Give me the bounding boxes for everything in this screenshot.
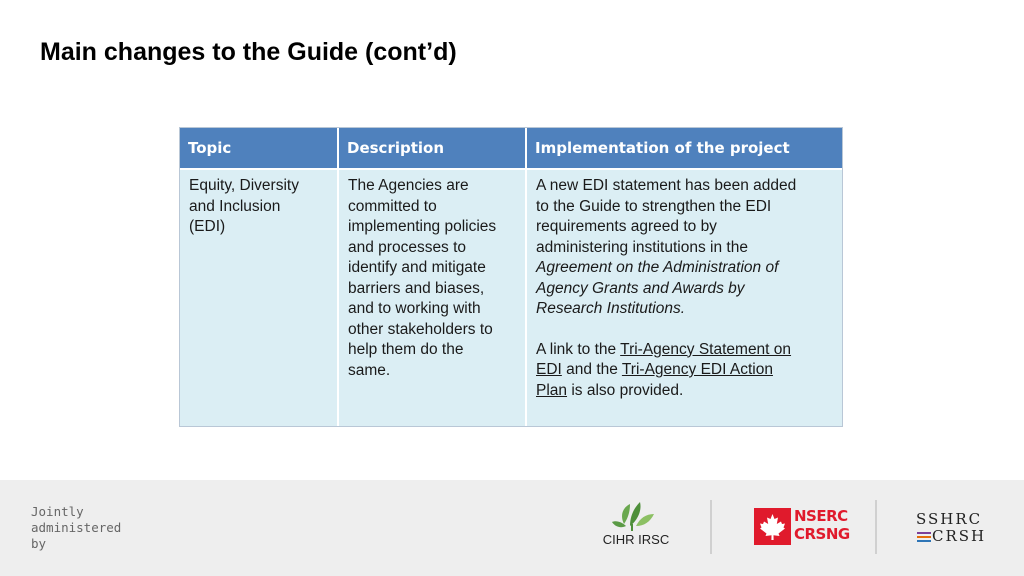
logo-divider [875, 500, 877, 554]
description-line: implementing policies [348, 218, 497, 235]
crsng-line: CRSNG [794, 525, 850, 543]
cell-implementation [526, 169, 842, 426]
edi-statement-link[interactable]: Tri-Agency Statement on [620, 340, 792, 358]
description-line: barriers and biases, [348, 279, 485, 297]
nserc-text [794, 507, 850, 543]
edi-statement-link-cont[interactable]: EDI [536, 361, 562, 378]
implementation-paragraph-2 [536, 340, 834, 402]
description-line: and to working with [348, 300, 481, 317]
jointly-administered-text: Jointly administered by [31, 504, 122, 551]
agreement-title-line: Agency Grants and Awards by [536, 279, 745, 297]
link-sentence-suffix: is also provided. [567, 381, 684, 399]
crsh-line: CRSH [932, 527, 987, 545]
header-description: Description [338, 128, 526, 169]
footer-bar [0, 480, 1024, 576]
topic-line: Equity, Diversity [189, 177, 299, 194]
sshrc-line: SSHRC [916, 510, 983, 528]
link-sentence-middle: and the [561, 361, 622, 378]
agreement-title-line: Agreement on the Administration of [536, 259, 779, 276]
edi-action-plan-link[interactable]: Tri-Agency EDI Action [621, 361, 773, 378]
changes-table-grid [180, 128, 842, 426]
maple-leaf-icon [754, 508, 791, 545]
cihr-label: CIHR IRSC [602, 532, 670, 547]
description-line: The Agencies are [348, 177, 469, 194]
changes-table [179, 127, 843, 427]
topic-line: and Inclusion [189, 197, 281, 215]
cell-description [338, 169, 526, 426]
link-sentence-prefix: A link to the [536, 340, 621, 358]
description-line: and processes to [348, 238, 467, 256]
table-header-row [180, 128, 842, 169]
sshrc-bars-icon [917, 532, 931, 544]
nserc-logo [754, 507, 850, 548]
description-line: other stakeholders to [348, 320, 493, 338]
header-implementation: Implementation of the project [526, 128, 842, 169]
description-line: identify and mitigate [348, 259, 486, 276]
sshrc-logo [916, 510, 990, 546]
topic-line: (EDI) [189, 218, 226, 235]
implementation-paragraph-1 [536, 176, 834, 320]
header-topic: Topic [180, 128, 338, 169]
description-line: help them do the [348, 341, 464, 358]
edi-action-plan-link-cont[interactable]: Plan [536, 381, 568, 399]
logo-divider [710, 500, 712, 554]
implementation-line: administering institutions in the [536, 238, 748, 256]
cell-topic [180, 169, 338, 426]
agreement-title-line: Research Institutions. [536, 300, 686, 317]
description-line: same. [348, 361, 391, 379]
table-row [180, 169, 842, 426]
cihr-leaf-icon [600, 498, 672, 532]
implementation-line: to the Guide to strengthen the EDI [536, 197, 772, 215]
slide-title: Main changes to the Guide (cont’d) [40, 38, 457, 66]
cihr-logo [600, 498, 672, 552]
description-line: committed to [348, 197, 437, 215]
implementation-line: requirements agreed to by [536, 218, 717, 235]
nserc-line: NSERC [794, 507, 848, 525]
implementation-line: A new EDI statement has been added [536, 177, 797, 194]
